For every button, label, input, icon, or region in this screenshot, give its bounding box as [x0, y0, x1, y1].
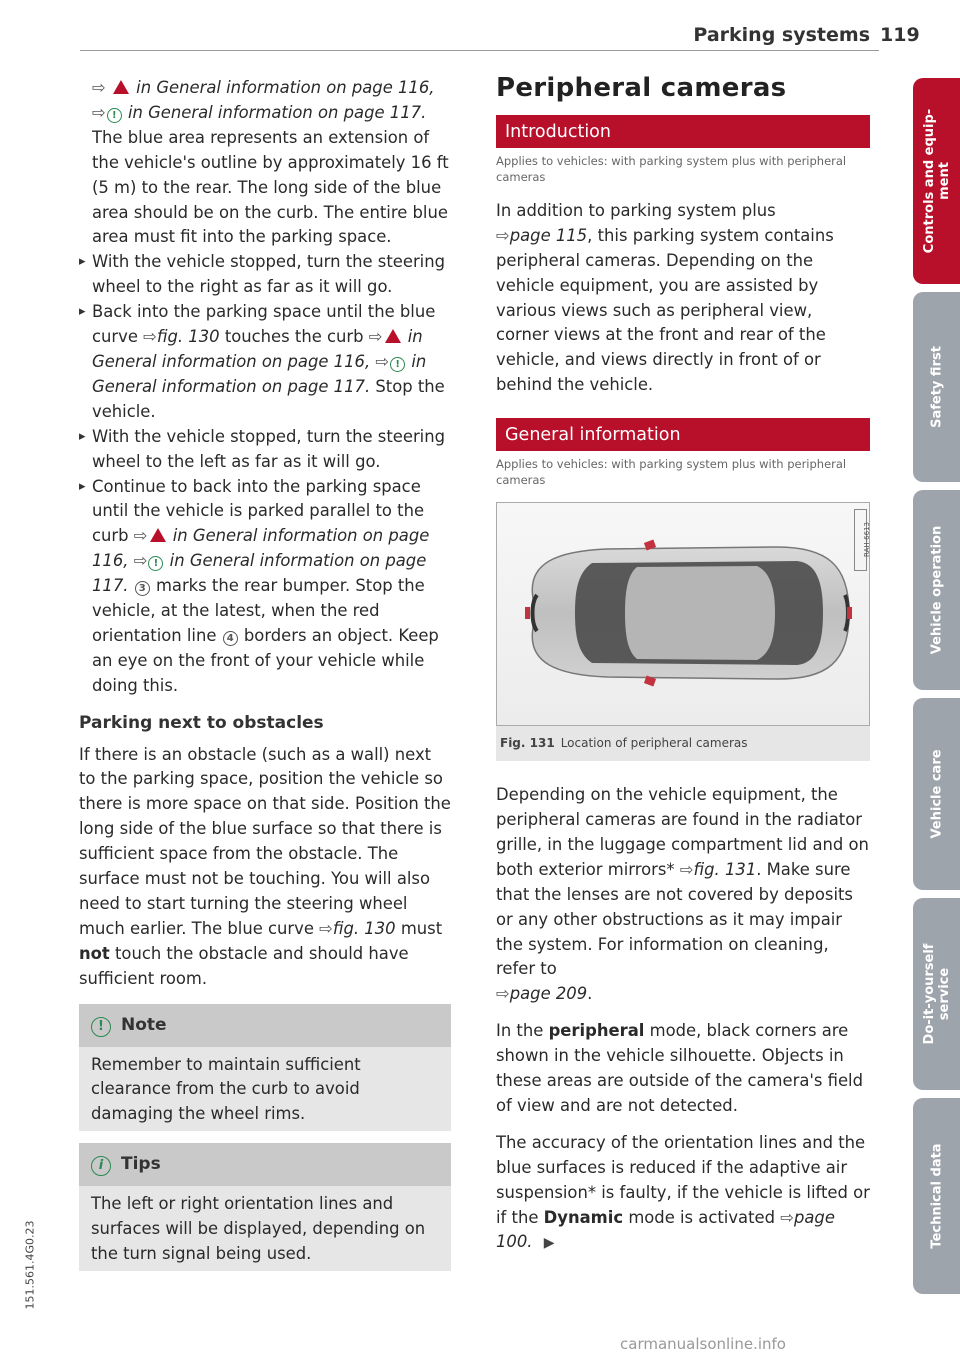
arrow-icon: ⇨	[133, 551, 148, 571]
caution-circle-icon: !	[107, 108, 122, 123]
arrow-icon: ⇨	[133, 526, 148, 546]
arrow-icon: ⇨	[319, 918, 333, 938]
note-box	[79, 1004, 451, 1132]
figure-caption: Fig. 131 Location of peripheral cameras	[496, 726, 870, 761]
arrow-icon: ⇨	[679, 859, 694, 879]
tab-safety-first[interactable]: Safety first	[913, 292, 960, 482]
ref-line-1	[79, 76, 451, 101]
ref-line-2	[79, 101, 451, 126]
tab-vehicle-operation[interactable]: Vehicle operation	[913, 490, 960, 690]
info-circle-icon: i	[91, 1156, 111, 1176]
tab-controls-and-equipment[interactable]: Controls and equip- ment	[913, 78, 960, 284]
xref-caution-117[interactable]: in General information on page 117.	[92, 351, 427, 396]
left-column	[79, 76, 451, 1271]
cameras-location-paragraph: Depending on the vehicle equipment, the peripheral cameras are found in the radiator grille, in the luggage compartment lid and on both exterior mirrors* ⇨fig. 131. Make sure that the lenses are not covered by deposits or any other obstructions as it may impair the system. For information on cleaning, refer to ⇨page 209.	[496, 785, 869, 1004]
exclamation-circle-icon: !	[91, 1017, 111, 1037]
xref-caution-117[interactable]: in General information on page 117.	[127, 102, 427, 122]
document-code: 151.561.4G0.23	[23, 1220, 37, 1310]
tab-technical-data[interactable]: Technical data	[913, 1098, 960, 1294]
blue-area-paragraph: The blue area represents an extension of the vehicle's outline by approximately 16 ft (5 m) to the rear. The long side of the blue area should be on the curb. The entire blue area must fit into the parking space.	[92, 127, 449, 247]
xref-warning-116[interactable]: in General information on page 116,	[92, 526, 430, 571]
arrow-icon: ⇨	[496, 225, 510, 245]
figure-131	[496, 502, 870, 761]
page-number: 119	[880, 24, 920, 46]
page-title: Peripheral cameras	[496, 73, 787, 103]
footer-watermark[interactable]: carmanualsonline.info	[620, 1335, 786, 1353]
car-top-view-image	[496, 502, 870, 726]
arrow-icon: ⇨	[92, 102, 106, 122]
general-info-bar: General information	[496, 418, 870, 451]
callout-4-icon: 4	[223, 631, 238, 646]
xref-warning-116[interactable]: in General information on page 116,	[92, 327, 423, 371]
xref-fig-131[interactable]: fig. 131	[693, 859, 757, 879]
peripheral-mode-paragraph: In the peripheral mode, black corners are shown in the vehicle silhouette. Objects in these areas are outside of the camera's field of view and are not detected.	[496, 1021, 864, 1115]
xref-warning-116[interactable]: in General information on page 116,	[136, 78, 435, 97]
introduction-text: In addition to parking system plus ⇨page 115, this parking system contains peripheral cameras. Depending on the vehicle equipment, you are assisted by various views such as peripheral view, corner views at the front and rear of the vehicle, and views directly in front of or behind the vehicle.	[496, 200, 834, 395]
xref-caution-117[interactable]: in General information on page 117.	[92, 551, 427, 596]
xref-page-209[interactable]: page 209	[509, 984, 588, 1004]
step-turn-right: ▸ With the vehicle stopped, turn the steering wheel to the right as far as it will go.	[79, 250, 451, 300]
obstacles-paragraph: If there is an obstacle (such as a wall) next to the parking space, position the vehicle so there is more space on that side. Position the long side of the blue surface so that there is sufficient space from the obstacle. The surface must not be touching. You will also need to start turning the steering wheel much earlier. The blue curve ⇨fig. 130 must not touch the obstacle and should have sufficient room.	[79, 744, 451, 988]
tab-do-it-yourself-service[interactable]: Do-it-yourself service	[913, 898, 960, 1090]
warning-triangle-icon	[113, 80, 129, 94]
note-header: ! Note	[79, 1004, 451, 1047]
obstacles-heading: Parking next to obstacles	[79, 712, 324, 733]
step-back-into-space: ▸ Back into the parking space until the blue curve ⇨fig. 130 touches the curb ⇨ in General information on page 116, ⇨ ! in General information on page 117. Stop the vehicle.	[79, 300, 451, 425]
xref-fig-130[interactable]: fig. 130	[156, 327, 220, 347]
tips-box	[79, 1143, 451, 1271]
arrow-icon: ⇨	[780, 1207, 794, 1227]
figure-code: RAH-6613	[854, 509, 867, 571]
general-info-applies: Applies to vehicles: with parking system plus with peripheral cameras	[496, 457, 847, 488]
continue-arrow-icon: ▶	[543, 1235, 555, 1252]
arrow-icon: ⇨	[375, 351, 390, 371]
right-column	[496, 73, 871, 1256]
introduction-bar: Introduction	[496, 115, 870, 148]
arrow-icon: ⇨	[92, 78, 106, 97]
caution-circle-icon: !	[390, 357, 405, 372]
introduction-applies: Applies to vehicles: with parking system plus with peripheral cameras	[496, 153, 847, 184]
step-continue-back: ▸ Continue to back into the parking space until the vehicle is parked parallel to the curb ⇨ in General information on page 116, ⇨ ! in General information on page 117. 3 marks the rear bumper. Stop the vehicle, at the latest, when the red orientation line 4 borders an object. Keep an eye on the front of your vehicle while doing this.	[79, 475, 451, 699]
arrow-icon: ⇨	[496, 984, 510, 1004]
warning-triangle-icon	[150, 528, 166, 542]
accuracy-paragraph: The accuracy of the orientation lines and the blue surfaces is reduced if the adaptive air suspension* is faulty, if the vehicle is lifted or if the Dynamic mode is activated ⇨page 100. ▶	[496, 1132, 870, 1252]
tab-vehicle-care[interactable]: Vehicle care	[913, 698, 960, 890]
xref-fig-130[interactable]: fig. 130	[332, 918, 396, 938]
callout-3-icon: 3	[135, 581, 150, 596]
warning-triangle-icon	[385, 329, 401, 343]
xref-page-100[interactable]: page 100.	[496, 1207, 835, 1252]
arrow-icon: ⇨	[368, 327, 383, 347]
arrow-icon: ⇨	[143, 327, 157, 347]
header-section-title: Parking systems	[693, 24, 870, 46]
caution-circle-icon: !	[148, 556, 163, 571]
header-rule	[80, 50, 879, 51]
tips-text: The left or right orientation lines and surfaces will be displayed, depending on the turn signal being used.	[91, 1194, 426, 1263]
xref-page-115[interactable]: page 115	[509, 225, 588, 245]
note-text: Remember to maintain sufficient clearance from the curb to avoid damaging the wheel rims.	[91, 1054, 361, 1124]
car-top-view-illustration	[497, 503, 869, 725]
step-turn-left: ▸ With the vehicle stopped, turn the steering wheel to the left as far as it will go.	[79, 425, 451, 475]
tips-header: i Tips	[79, 1143, 451, 1186]
